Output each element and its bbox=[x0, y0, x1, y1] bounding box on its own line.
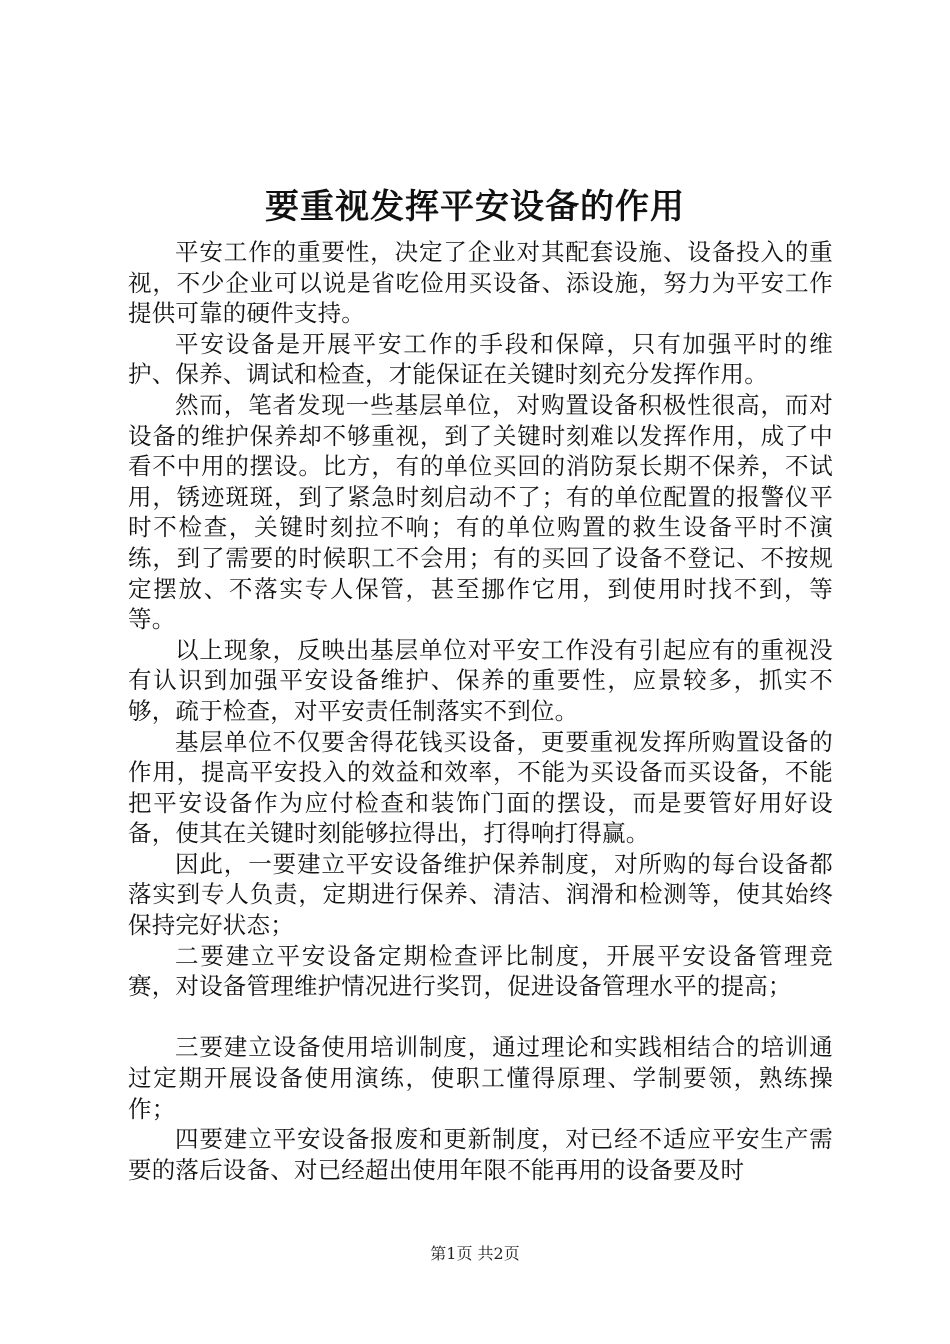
paragraph: 因此，一要建立平安设备维护保养制度，对所购的每台设备都落实到专人负责，定期进行保养、清洁、润滑和检测等，使其始终保持完好状态； bbox=[128, 849, 833, 940]
paragraph: 然而，笔者发现一些基层单位，对购置设备积极性很高，而对设备的维护保养却不够重视，到了关键时刻难以发挥作用，成了中看不中用的摆设。比方，有的单位买回的消防泵长期不保养，不试用，锈迹斑斑，到了紧急时刻启动不了；有的单位配置的报警仪平时不检查，关键时刻拉不响；有的单位购置的救生设备平时不演练，到了需要的时候职工不会用；有的买回了设备不登记、不按规定摆放、不落实专人保管，甚至挪作它用，到使用时找不到，等等。 bbox=[128, 390, 833, 634]
paragraph: 平安设备是开展平安工作的手段和保障，只有加强平时的维护、保养、调试和检查，才能保证在关键时刻充分发挥作用。 bbox=[128, 329, 833, 389]
paragraph: 三要建立设备使用培训制度，通过理论和实践相结合的培训通过定期开展设备使用演练，使职工懂得原理、学制要领，熟练操作； bbox=[128, 1033, 833, 1123]
paragraph: 二要建立平安设备定期检查评比制度，开展平安设备管理竞赛，对设备管理维护情况进行奖罚，促进设备管理水平的提高； bbox=[128, 941, 833, 1001]
page-number-footer: 第1页 共2页 bbox=[430, 1244, 520, 1263]
paragraph: 平安工作的重要性，决定了企业对其配套设施、设备投入的重视，不少企业可以说是省吃俭用买设备、添设施，努力为平安工作提供可靠的硬件支持。 bbox=[128, 238, 833, 328]
document-title: 要重视发挥平安设备的作用 bbox=[265, 187, 685, 227]
paragraph: 基层单位不仅要舍得花钱买设备，更要重视发挥所购置设备的作用，提高平安投入的效益和效率，不能为买设备而买设备，不能把平安设备作为应付检查和装饰门面的摆设，而是要管好用好设备，使其在关键时刻能够拉得出，打得响打得赢。 bbox=[128, 727, 833, 848]
document-body bbox=[128, 237, 833, 1185]
paragraph: 四要建立平安设备报废和更新制度，对已经不适应平安生产需要的落后设备、对已经超出使用年限不能再用的设备要及时 bbox=[128, 1125, 833, 1184]
paragraph: 以上现象，反映出基层单位对平安工作没有引起应有的重视没有认识到加强平安设备维护、保养的重要性，应景较多，抓实不够，疏于检查，对平安责任制落实不到位。 bbox=[128, 635, 833, 725]
